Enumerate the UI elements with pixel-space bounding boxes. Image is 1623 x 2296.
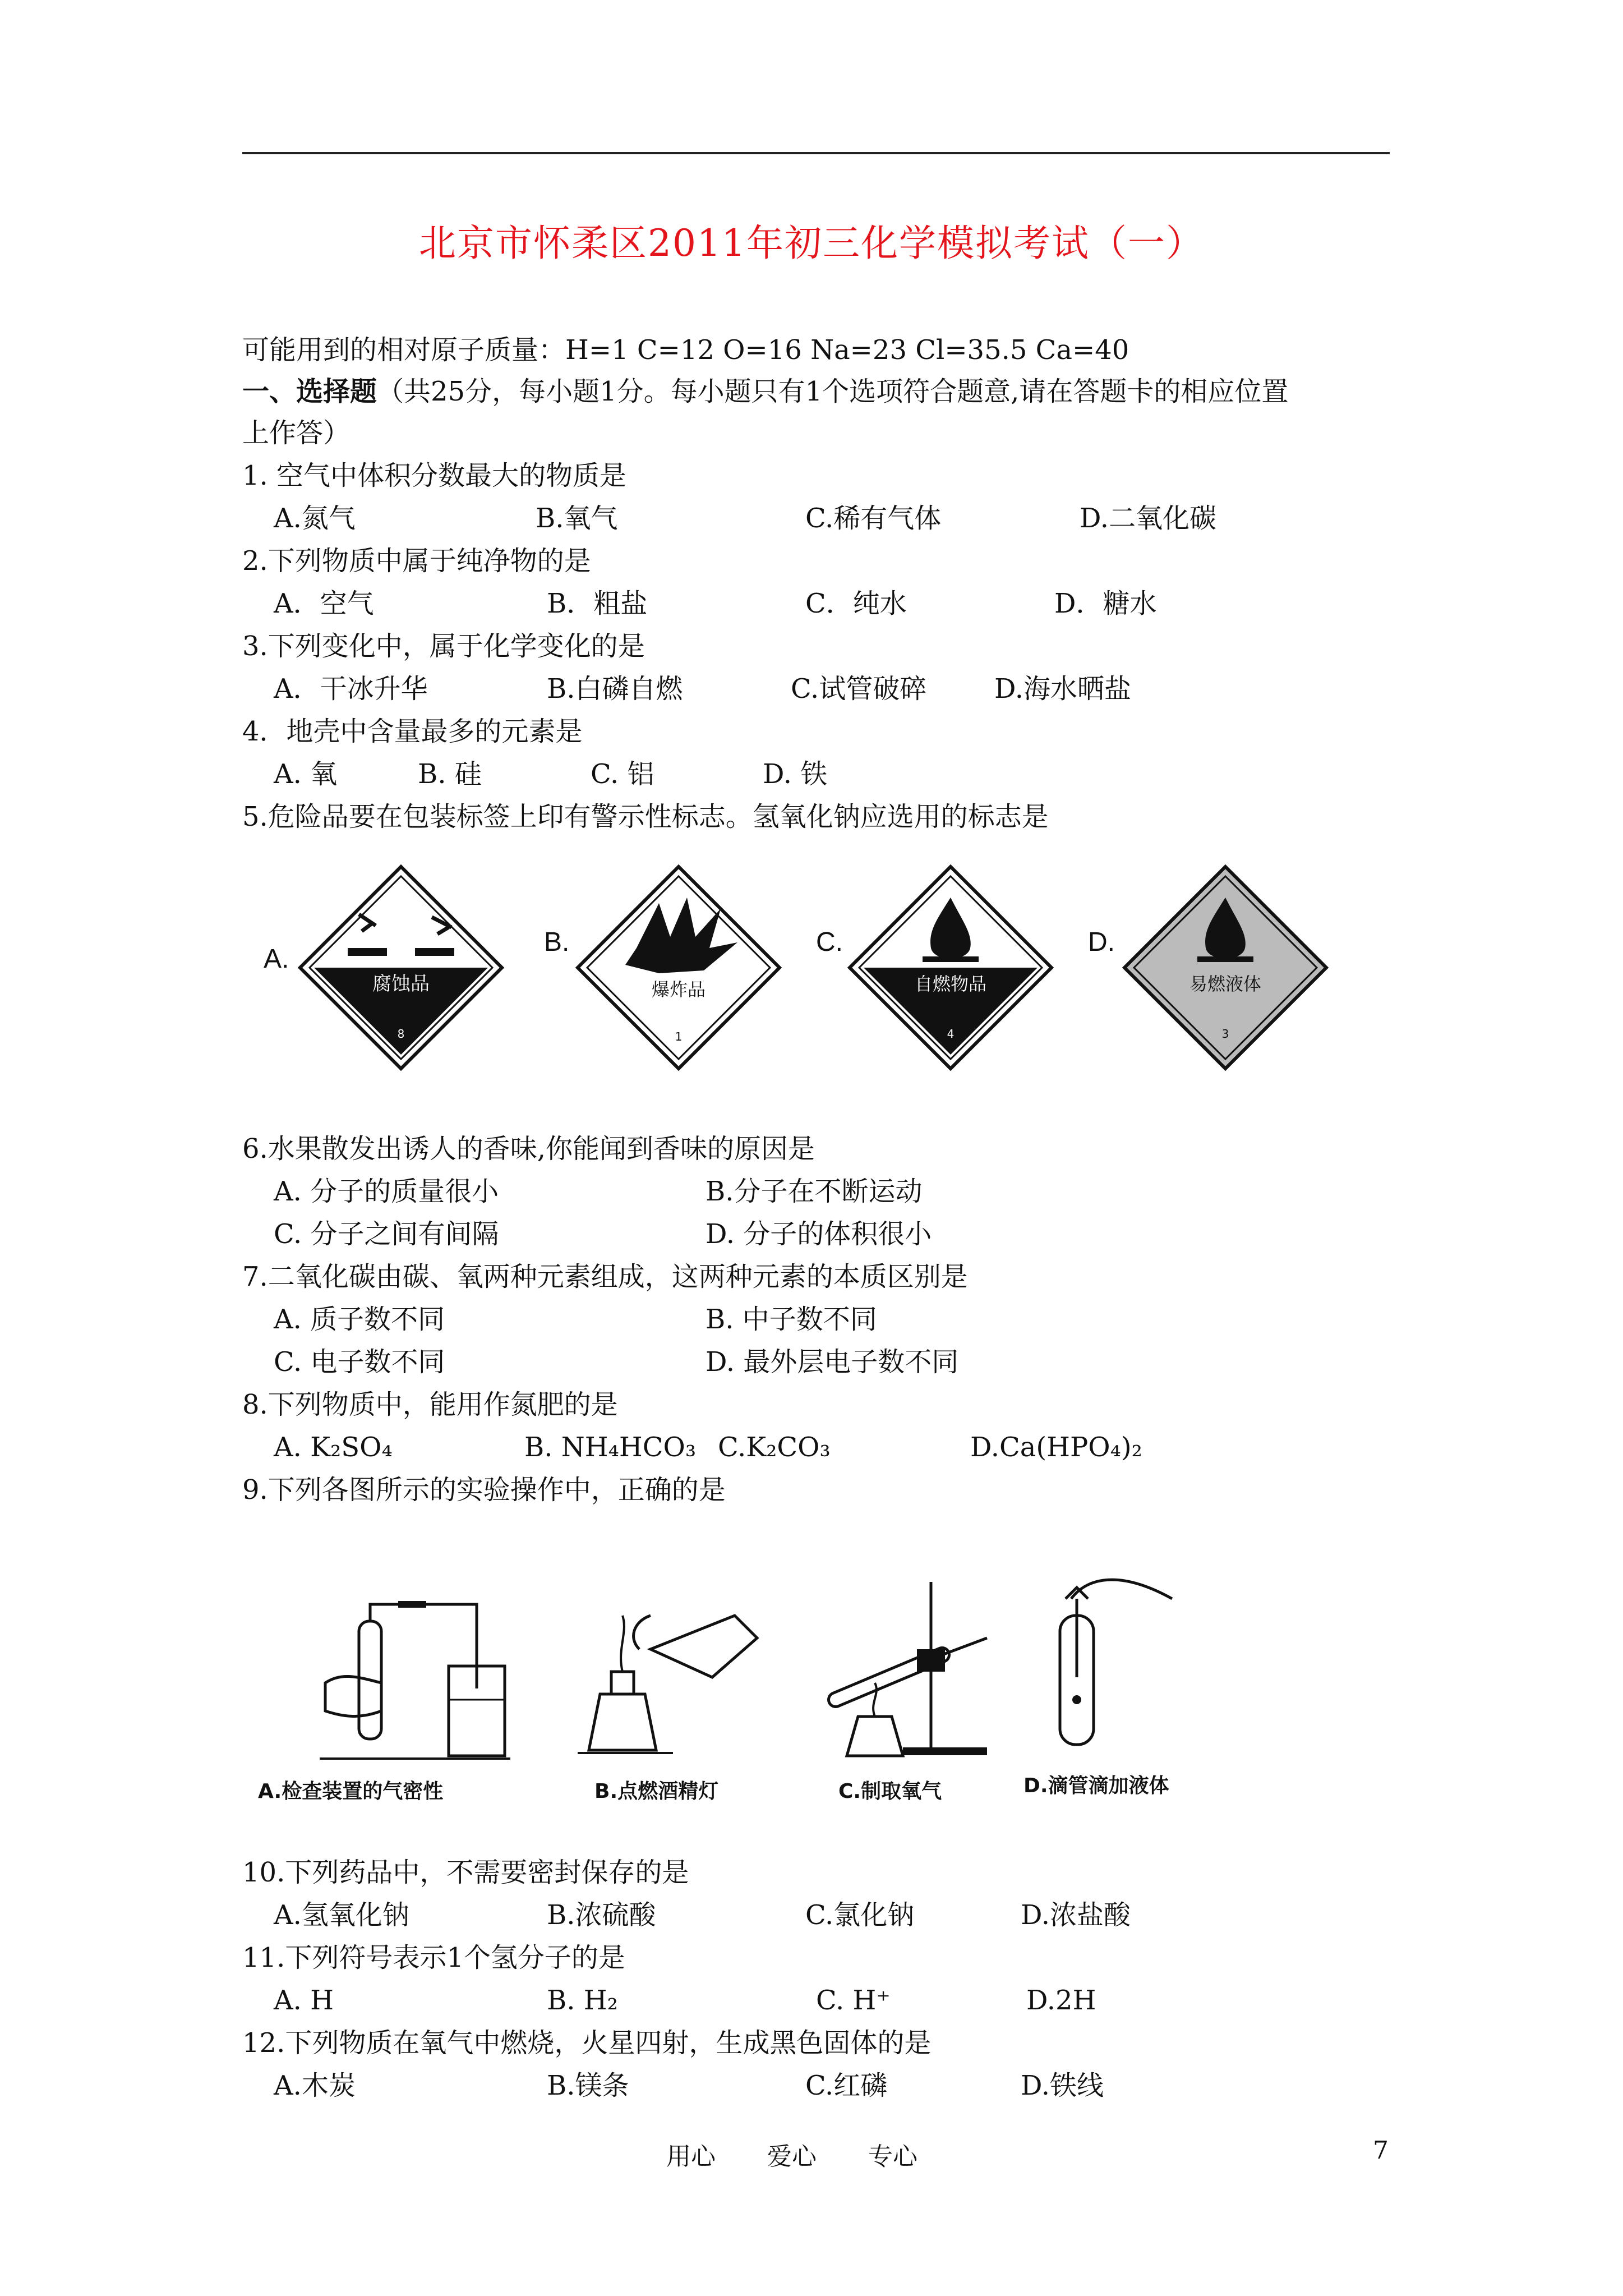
option-d: D．糖水 [1054,588,1157,619]
section-title: 一、选择题 [242,376,377,407]
option-b: B. H₂ [547,1985,618,2016]
option-c: C. 铝 [591,758,654,790]
question-stem: 2.下列物质中属于纯净物的是 [242,545,591,577]
option-a: A.木炭 [274,2070,356,2101]
hazard-signs-figure [264,864,1385,1088]
option-c: C．纯水 [805,588,907,619]
option-a: A.检查装置的气密性 [258,1780,444,1803]
option-d: D.2H [1026,1985,1096,2016]
option-b: B.点燃酒精灯 [594,1780,719,1803]
option-d: D.海水晒盐 [994,673,1132,705]
sign-label: 易燃液体 [1189,973,1262,995]
option-c: C.试管破碎 [791,673,927,705]
explosive-sign-icon [575,864,782,1071]
option-a: A. 氧 [274,758,338,790]
sign-class: 4 [947,1027,955,1041]
option-c: C.K₂CO₃ [718,1432,831,1463]
question-stem: 8.下列物质中，能用作氮肥的是 [242,1389,618,1420]
question-stem: 11.下列符号表示1个氢分子的是 [242,1942,625,1973]
option-d: D.二氧化碳 [1080,503,1217,534]
question-stem: 1. 空气中体积分数最大的物质是 [242,460,627,491]
option-c: C. [816,927,843,957]
section-heading [242,375,1288,408]
option-b: B.浓硫酸 [547,1899,656,1931]
spontaneous-combustion-sign-icon [847,864,1054,1071]
question-stem: 5.危险品要在包装标签上印有警示性标志。氢氧化钠应选用的标志是 [242,801,1049,832]
option-c: C. 分子之间有间隔 [274,1218,499,1250]
option-d: D.铁线 [1021,2070,1104,2101]
option-b: B. [544,927,570,957]
option-a: A．干冰升华 [274,673,428,705]
option-c: C.稀有气体 [805,503,942,534]
option-b: B. 硅 [418,758,482,790]
option-d: D.滴管滴加液体 [1023,1774,1169,1797]
oxygen-preparation-icon [819,1571,998,1761]
option-d: D. 铁 [763,758,828,790]
sign-class: 3 [1221,1027,1229,1041]
flammable-liquid-sign-icon [1122,864,1329,1071]
option-a: A. H [274,1985,334,2016]
alcohol-lamp-lighting-icon [566,1582,768,1761]
option-a: A.氮气 [274,503,356,534]
option-c: C. H⁺ [816,1985,891,2016]
dropper-icon [1026,1565,1183,1761]
header-rule [242,152,1390,154]
sign-label: 爆炸品 [651,979,706,1000]
question-stem: 12.下列物质在氧气中燃烧，火星四射，生成黑色固体的是 [242,2027,932,2059]
option-a: A. 质子数不同 [274,1304,445,1335]
option-c: C. 电子数不同 [274,1346,445,1378]
option-a: A. 分子的质量很小 [274,1176,499,1207]
atomic-masses: 可能用到的相对原子质量：H=1 C=12 O=16 Na=23 Cl=35.5 Ca=40 [242,334,1129,366]
option-d: D. 分子的体积很小 [706,1218,932,1250]
sign-label: 腐蚀品 [372,973,430,995]
option-d: D. 最外层电子数不同 [706,1346,959,1378]
question-stem: 6.水果散发出诱人的香味,你能闻到香味的原因是 [242,1133,815,1165]
option-d: D.浓盐酸 [1021,1899,1131,1931]
option-a: A. K₂SO₄ [274,1432,393,1463]
option-a: A. [264,944,289,974]
option-b: B.镁条 [547,2070,629,2101]
corrosive-sign-icon [297,864,505,1071]
question-stem: 4．地壳中含量最多的元素是 [242,716,583,747]
section-desc-2: 上作答） [242,417,351,449]
option-b: B.分子在不断运动 [706,1176,923,1207]
option-a: A.氢氧化钠 [274,1899,409,1931]
lab-operations-figure [252,1582,1206,1818]
footer-slogan-3: 专心 [868,2142,917,2171]
question-stem: 3.下列变化中，属于化学变化的是 [242,631,645,662]
option-b: B．粗盐 [547,588,648,619]
page-title: 北京市怀柔区2011年初三化学模拟考试（一） [419,222,1204,265]
footer-slogan-1: 用心 [666,2142,716,2171]
option-c: C.氯化钠 [805,1899,915,1931]
page-number: 7 [1373,2136,1389,2165]
question-stem: 10.下列药品中，不需要密封保存的是 [242,1857,689,1888]
airtightness-check-icon [308,1599,516,1767]
sign-label: 自燃物品 [914,973,987,995]
section-desc-1: （共25分，每小题1分。每小题只有1个选项符合题意,请在答题卡的相应位置 [377,376,1289,407]
question-stem: 9.下列各图所示的实验操作中，正确的是 [242,1474,726,1506]
option-c: C.制取氧气 [838,1780,942,1803]
sign-class: 8 [397,1027,405,1041]
option-b: B.白磷自燃 [547,673,683,705]
option-b: B. 中子数不同 [706,1304,877,1335]
option-b: B.氧气 [536,503,618,534]
option-d: D. [1088,927,1115,957]
option-d: D.Ca(HPO₄)₂ [970,1432,1142,1463]
sign-class: 1 [675,1030,683,1043]
option-b: B. NH₄HCO₃ [524,1432,697,1463]
option-c: C.红磷 [805,2070,888,2101]
footer-slogan-2: 爱心 [767,2142,817,2171]
question-stem: 7.二氧化碳由碳、氧两种元素组成，这两种元素的本质区别是 [242,1261,968,1292]
option-a: A．空气 [274,588,374,619]
